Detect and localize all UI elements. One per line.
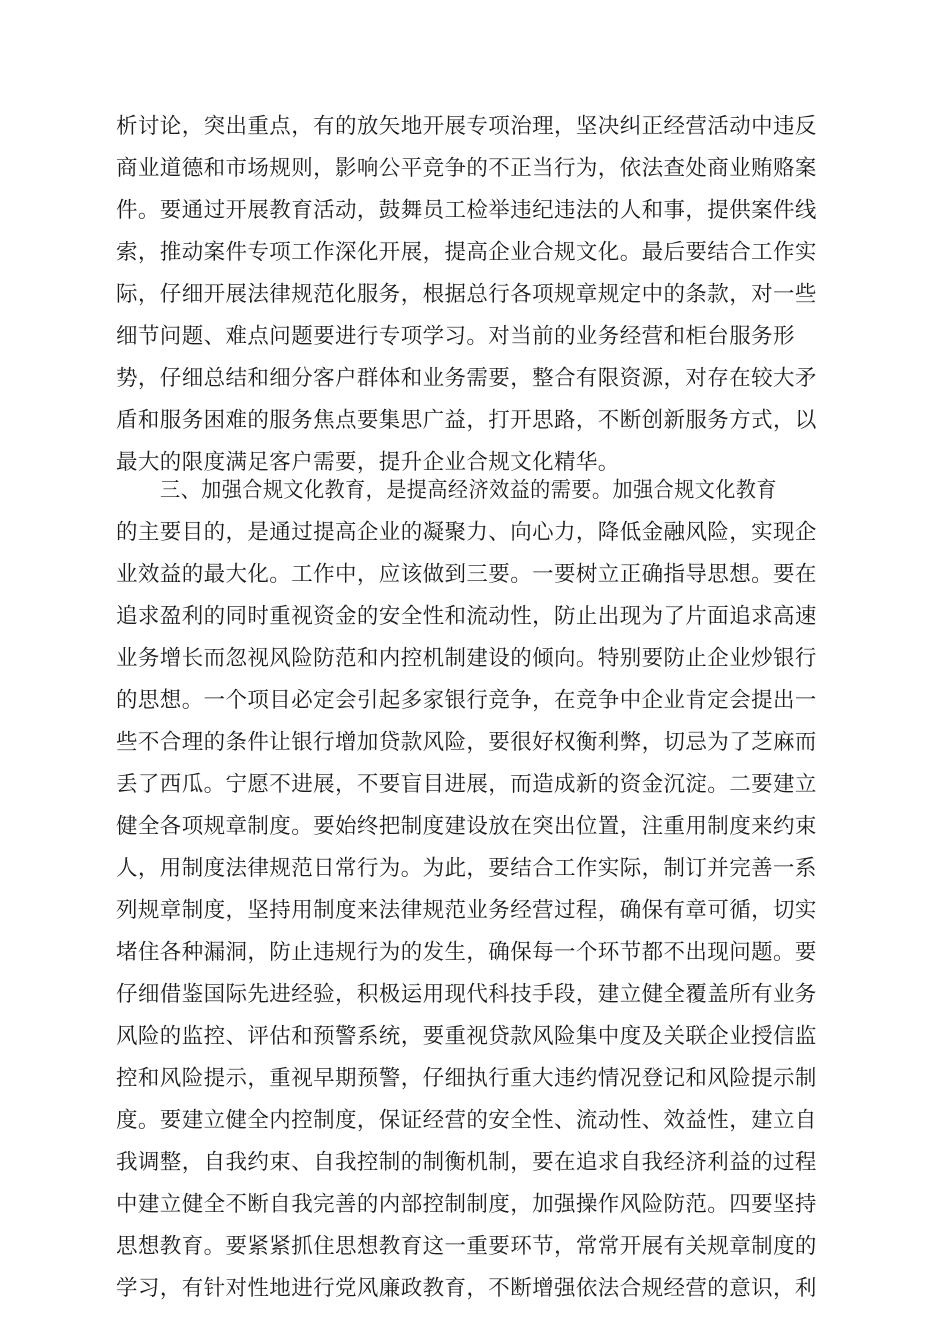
text-line: 些不合理的条件让银行增加贷款风险，要很好权衡利弊，切忌为了芝麻而: [116, 730, 817, 755]
text-line: 仔细借鉴国际先进经验，积极运用现代科技手段，建立健全覆盖所有业务: [116, 982, 817, 1007]
text-line: 追求盈利的同时重视资金的安全性和流动性，防止出现为了片面追求高速: [116, 604, 817, 629]
text-line: 学习，有针对性地进行党风廉政教育，不断增强依法合规经营的意识，利: [116, 1276, 817, 1301]
text-line: 业效益的最大化。工作中，应该做到三要。一要树立正确指导思想。要在: [116, 562, 817, 587]
text-line: 势，仔细总结和细分客户群体和业务需要，整合有限资源，对存在较大矛: [116, 366, 817, 391]
text-line: 中建立健全不断自我完善的内部控制制度，加强操作风险防范。四要坚持: [116, 1192, 817, 1217]
text-line: 索，推动案件专项工作深化开展，提高企业合规文化。最后要结合工作实: [116, 240, 817, 265]
text-line: 健全各项规章制度。要始终把制度建设放在突出位置，注重用制度来约束: [116, 814, 817, 839]
text-line: 最大的限度满足客户需要，提升企业合规文化精华。: [116, 450, 620, 475]
text-line: 的主要目的，是通过提高企业的凝聚力、向心力，降低金融风险，实现企: [116, 520, 817, 545]
text-line: 人，用制度法律规范日常行为。为此，要结合工作实际，制订并完善一系: [116, 856, 817, 881]
text-line: 风险的监控、评估和预警系统，要重视贷款风险集中度及关联企业授信监: [116, 1024, 817, 1049]
text-line: 列规章制度，坚持用制度来法律规范业务经营过程，确保有章可循，切实: [116, 898, 817, 923]
text-line: 业务增长而忽视风险防范和内控机制建设的倾向。特别要防止企业炒银行: [116, 646, 817, 671]
text-line: 控和风险提示，重视早期预警，仔细执行重大违约情况登记和风险提示制: [116, 1066, 817, 1091]
text-line: 思想教育。要紧紧抓住思想教育这一重要环节，常常开展有关规章制度的: [116, 1234, 817, 1259]
text-line: 丢了西瓜。宁愿不进展，不要盲目进展，而造成新的资金沉淀。二要建立: [116, 772, 817, 797]
text-line: 际，仔细开展法律规范化服务，根据总行各项规章规定中的条款，对一些: [116, 282, 817, 307]
text-line: 我调整，自我约束、自我控制的制衡机制，要在追求自我经济利益的过程: [116, 1150, 817, 1175]
text-line: 的思想。一个项目必定会引起多家银行竞争，在竞争中企业肯定会提出一: [116, 688, 817, 713]
text-line: 盾和服务困难的服务焦点要集思广益，打开思路，不断创新服务方式，以: [116, 408, 817, 433]
text-line: 堵住各种漏洞，防止违规行为的发生，确保每一个环节都不出现问题。要: [116, 940, 817, 965]
text-line: 件。要通过开展教育活动，鼓舞员工检举违纪违法的人和事，提供案件线: [116, 198, 817, 223]
text-line: 度。要建立健全内控制度，保证经营的安全性、流动性、效益性，建立自: [116, 1108, 817, 1133]
text-line: 商业道德和市场规则，影响公平竞争的不正当行为，依法查处商业贿赂案: [116, 156, 817, 181]
text-line: 三、加强合规文化教育，是提高经济效益的需要。加强合规文化教育: [160, 478, 777, 503]
text-line: 细节问题、难点问题要进行专项学习。对当前的业务经营和柜台服务形: [116, 324, 795, 349]
text-line: 析讨论，突出重点，有的放矢地开展专项治理，坚决纠正经营活动中违反: [116, 114, 817, 139]
